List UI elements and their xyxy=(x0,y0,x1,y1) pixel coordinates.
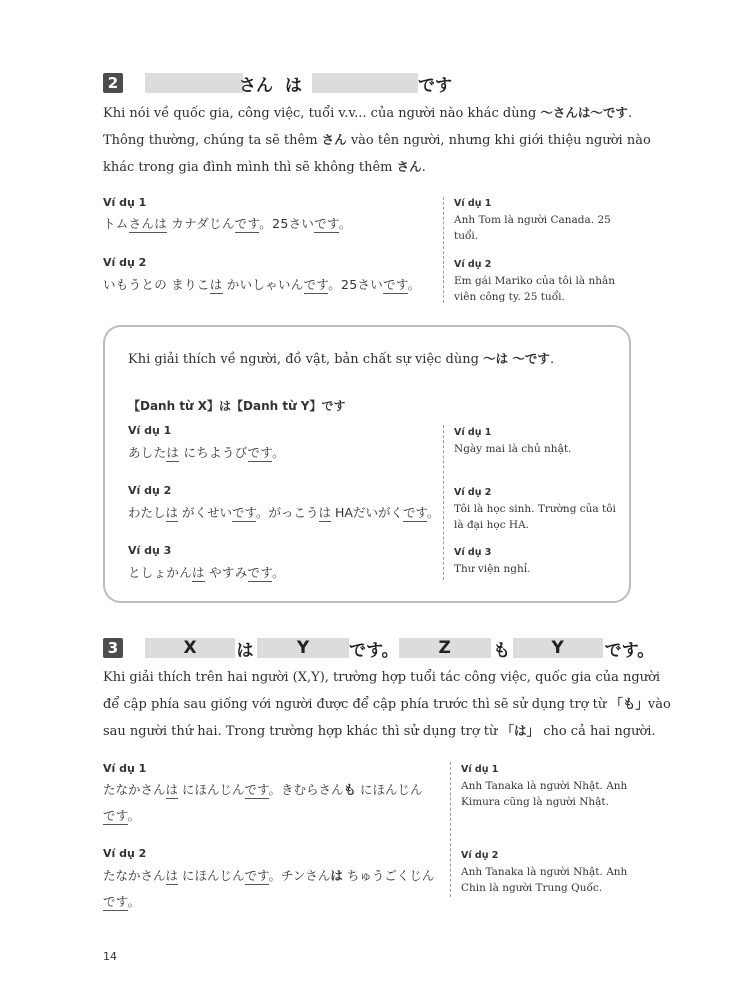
translation-label: Ví dụ 3 xyxy=(454,547,492,558)
example-label: Ví dụ 2 xyxy=(103,256,147,269)
example-japanese: あしたは にちようびです。 xyxy=(128,445,285,460)
translation-text: Em gái Mariko của tôi là nhân viên công ty. 25 tuổi. xyxy=(454,275,616,303)
heading-mo: も xyxy=(493,640,511,661)
heading-desu: です xyxy=(418,75,452,96)
blank-box-z: Z xyxy=(399,638,491,658)
translation-text: Ngày mai là chủ nhật. xyxy=(454,443,572,455)
example-japanese: いもうとの まりこは かいしゃいんです。25さいです。 xyxy=(103,277,421,292)
para-line: để cập phía sau giống với người được để cập phía trước thì sẽ sử dụng trợ từ 「も」vào xyxy=(103,696,671,712)
translation-label: Ví dụ 2 xyxy=(454,487,492,498)
section-2-heading xyxy=(103,72,452,94)
heading-wa: は xyxy=(236,640,254,661)
example-japanese: たなかさんは にほんじんです。きむらさんも にほんじん xyxy=(103,782,423,797)
example-japanese: トムさんは カナダじんです。25さいです。 xyxy=(103,216,352,231)
translation-text: Tôi là học sinh. Trường của tôi là đại học HA. xyxy=(454,503,616,531)
blank-box xyxy=(145,73,243,93)
para-line: khác trong gia đình mình thì sẽ không thêm さん. xyxy=(103,159,426,175)
section-number-badge: 2 xyxy=(103,73,123,93)
example-label: Ví dụ 1 xyxy=(103,762,147,775)
heading-desu: です。 xyxy=(604,640,655,661)
example-japanese: としょかんは やすみです。 xyxy=(128,565,285,580)
translation-label: Ví dụ 1 xyxy=(454,427,492,438)
blank-box-y: Y xyxy=(513,638,603,658)
example-label: Ví dụ 1 xyxy=(103,196,147,209)
example-label: Ví dụ 2 xyxy=(103,847,147,860)
translation-label: Ví dụ 1 xyxy=(461,764,499,775)
divider-dashed xyxy=(450,762,451,897)
example-japanese: わたしは がくせいです。がっこうは HAだいがくです。 xyxy=(128,505,440,520)
translation-text: Anh Tanaka là người Nhật. Anh Kimura cũng là người Nhật. xyxy=(461,780,628,808)
page-number: 14 xyxy=(103,950,117,963)
para-line: sau người thứ hai. Trong trường hợp khác thì sử dụng trợ từ 「は」 cho cả hai người. xyxy=(103,723,656,739)
blank-box-y: Y xyxy=(257,638,349,658)
heading-wa: は xyxy=(285,75,302,96)
translation-text: Anh Tanaka là người Nhật. Anh Chin là người Trung Quốc. xyxy=(461,866,628,894)
para-line: Khi giải thích trên hai người (X,Y), trường hợp tuổi tác công việc, quốc gia của người xyxy=(103,670,661,685)
translation-label: Ví dụ 2 xyxy=(461,850,499,861)
divider-dashed xyxy=(443,425,444,580)
blank-box-x: X xyxy=(145,638,235,658)
example-japanese: たなかさんは にほんじんです。チンさんは ちゅうごくじん xyxy=(103,868,435,883)
section-2-paragraph xyxy=(103,100,651,181)
heading-desu: です。 xyxy=(349,640,399,661)
translation-label: Ví dụ 1 xyxy=(454,198,492,209)
example-japanese: です。 xyxy=(103,894,141,909)
divider-dashed xyxy=(443,197,444,303)
grammar-pattern: 【Danh từ X】は【Danh từ Y】です xyxy=(128,399,346,413)
box-intro: Khi giải thích về người, đồ vật, bản chất sự việc dùng ～は ～です. xyxy=(128,351,555,367)
heading-san: さん xyxy=(239,75,273,96)
translation-label: Ví dụ 2 xyxy=(454,259,492,270)
section-3-paragraph xyxy=(103,665,671,745)
translation-text: Anh Tom là người Canada. 25 tuổi. xyxy=(454,214,611,242)
section-number-badge: 3 xyxy=(103,638,123,658)
para-line: Thông thường, chúng ta sẽ thêm さん vào tên người, nhưng khi giới thiệu người nào xyxy=(103,132,651,148)
example-label: Ví dụ 2 xyxy=(128,484,172,497)
example-japanese: です。 xyxy=(103,808,141,823)
section-3-heading xyxy=(103,637,654,659)
translation-text: Thư viện nghỉ. xyxy=(454,563,531,575)
para-line: Khi nói về quốc gia, công việc, tuổi v.v... của người nào khác dùng ～さんは～です. xyxy=(103,105,633,121)
example-label: Ví dụ 1 xyxy=(128,424,172,437)
blank-box xyxy=(312,73,418,93)
example-label: Ví dụ 3 xyxy=(128,544,172,557)
